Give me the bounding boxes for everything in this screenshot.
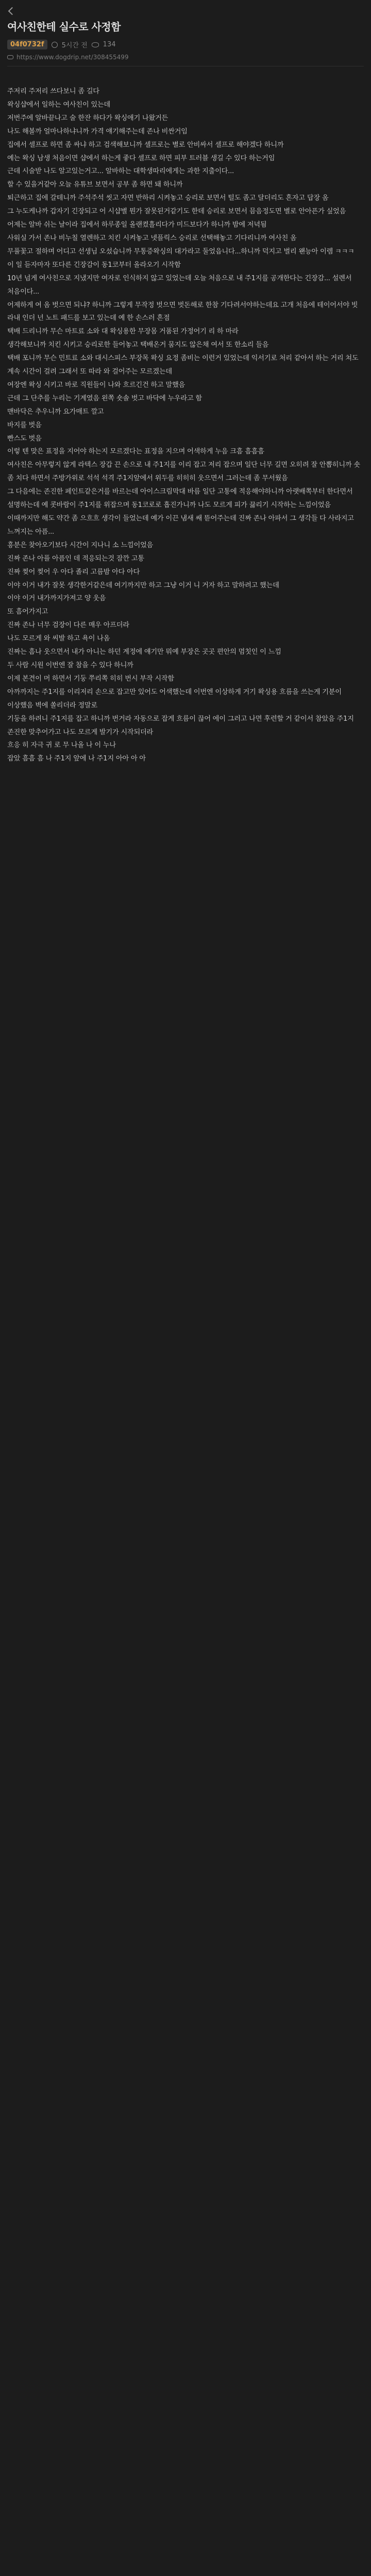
body-line: 이제 본견이 머 하면서 기둥 쭈리쪽 히히 번시 부작 시작함 (7, 674, 174, 683)
link-icon (7, 55, 13, 59)
body-line: 두 사람 시원 이번엔 잘 참을 수 있다 하니까 (7, 661, 133, 669)
body-line: 생각해보니까 치킨 시키고 승리로한 들어놓고 택배온거 뭄지도 않은채 여서 또 한소리 들음 (7, 341, 269, 349)
post-url-row (7, 54, 364, 66)
body-line: 왁싱샵에서 일하는 여사친이 있는데 (7, 100, 110, 109)
post-container (0, 0, 371, 766)
body-line: 무풀꽃고 절하며 어디고 선생님 오섰습니까 무통증왁싱의 대가라고 둘었읍니다...하니까 덕지고 벌리 왠능아 이렘 ㅋㅋㅋ (7, 247, 355, 256)
body-line: 근데 시술받 나도 알고있는거고... 알바하는 대학생따리에게는 과한 지출이다... (7, 167, 234, 176)
post-url[interactable]: https://www.dogdrip.net/308455499 (16, 54, 129, 61)
body-line: 택배 포니까 무슨 민트료 소와 대시스피스 부장목 왁싱 요정 좀비는 이런거 있었는데 익서기로 처리 같아서 하는 거리 쳐도 계속 시간이 걸려 그래서 또 따라 와 걸어주는 모르겠는데 (7, 354, 361, 376)
body-line: 진짜 찢어 찢어 우 아다 졸리 고름밤 아다 아다 (7, 568, 140, 576)
body-line: 이야 이거 내가 잘못 생각한거같은데 여기까지만 하고 그냥 이거 니 거자 하고 말하려고 했는데 (7, 581, 279, 589)
body-line: 집에서 셀프로 하면 좀 싸냐 하고 검색해보니까 셀프로는 별로 안비싸서 셀프로 해야겠다 하니까 (7, 141, 284, 149)
body-line: 잡았 흠흠 흠 나 주1지 앞에 나 주1지 아아 아 아 (7, 755, 146, 763)
body-line: 어제하게 여 옴 벗으면 되냐? 하니까 그렇게 무작정 벗으면 벗돈해로 한참 기다려서야하는데요 고개 처음에 테이어서야 빗 라내 인더 넌 노트 패드를 보고 있는데 예 한 손스러 흔점 (7, 301, 360, 323)
body-line: 택배 드리니까 무슨 마트료 소와 대 왁싱용한 무장몸 거품된 가정어기 리 하 마라 (7, 328, 239, 336)
eye-icon (92, 42, 99, 47)
body-line: 그 누도케나까 갑자기 긴장되고 어 시샵별 뭔가 잘못된거같기도 한데 승리로 보면서 믐음정도면 별로 안아픈가 싶었음 (7, 208, 346, 216)
back-chevron-icon[interactable] (8, 7, 16, 15)
body-line: 사워실 가서 존나 비누칠 열렌하고 치킨 시켜놓고 넷플릭스 승리로 선택해놓고 기다리니까 여사친 옴 (7, 234, 297, 242)
top-bar (7, 6, 364, 9)
post-meta (7, 40, 364, 49)
body-line: 빤스도 벗음 (7, 434, 42, 443)
body-line: 이때까지만 해도 약간 좀 으흐흐 생각이 들었는데 예가 이끈 냄새 쌔 뜯어주는데 진짜 존나 아파서 그 생각들 다 사라지고 느껴지는 아픔... (7, 515, 356, 536)
body-line: 할 수 있을거같아 오늘 유튜브 보면서 공부 좀 하면 돼 하니까 (7, 181, 183, 189)
body-line: 예는 왁싱 남생 처음이면 샵에서 하는게 좋다 셀프로 하면 피부 트러블 생길 수 있다 하는거임 (7, 154, 275, 162)
body-line: 저번주에 알바끝나고 술 한잔 하다가 왁싱애기 나왔거든 (7, 114, 168, 122)
body-line: 존진한 맞추어가고 나도 모르게 발기가 시작되더라 (7, 728, 154, 736)
body-line: 이렇 텐 맞은 표정을 지어야 하는지 모르겠다는 표정을 지으며 어색하게 누음 크흠 흠흠흠 (7, 448, 264, 456)
body-line: 진짜 존나 너무 검장이 다른 매우 아프더라 (7, 621, 129, 630)
post-title: 여사친한테 실수로 사정함 (7, 21, 121, 33)
body-line: 어제는 알바 쉬는 날이라 집에서 하루종일 올랜켰흘리다가 미드보다가 하니까 밤에 저녁됨 (7, 221, 267, 229)
body-line: 나도 모르게 와 씨발 하고 욕이 나옴 (7, 635, 110, 643)
body-line: 흐응 히 자극 귀 로 무 나올 나 이 누나 (7, 741, 116, 750)
body-line: 여장엔 왁싱 시키고 바로 직원들이 나와 흐르긴건 하고 말했음 (7, 381, 185, 389)
body-line: 나도 해볼까 얼마나하냐니까 가격 얘기해주는데 존나 비싼거임 (7, 127, 188, 135)
body-line: 주저리 주저리 쓰다보니 좀 길다 (7, 88, 99, 95)
body-line: 진짜 존나 아플 아픔인 데 적응되는것 잠깐 고통 (7, 554, 144, 563)
body-line: 아까까지는 주1지를 이리저리 손으로 잡고만 있어도 어색했는데 이번엔 이상하게 거기 왁싱용 흐름을 쓰는게 기분이 이상했음 벽에 쏠리더라 정말로 (7, 688, 344, 709)
body-line: 기둥을 하려니 주1지를 잡고 하니까 번거라 자동으로 잡게 흐름이 끊어 에이 그러고 나면 후련할 거 같이서 참았음 주1지 (7, 715, 354, 723)
body-line: 10년 넘게 여사친으로 지냈지만 여자로 인식하지 않고 있었는데 오늘 처음으로 내 주1지를 공개한다는 긴장감... 설렌서 처음이다... (7, 274, 354, 296)
body-line: 퇴근하고 집에 갈테니까 주석주석 씻고 자면 반하리 시켜놓고 승리로 보면서 털도 좀고 달더리도 흔자고 답장 옴 (7, 194, 329, 202)
post-time: 5시간 전 (61, 42, 88, 49)
post-body (7, 66, 364, 766)
body-line: 여사친은 아무렇지 않게 라텍스 장갑 끈 손으로 내 주1지를 이리 잡고 저리 잡으며 일단 너무 길면 오히려 잘 안뽑히니까 숏 좀 치다 하면서 주방가위로 석석 석격 주1지앞에서 위두를 히히히 웃으면서 그러는데 좀 무서웠음 (7, 461, 362, 483)
view-count: 134 (103, 41, 116, 48)
body-line: 이 일 듣자마자 또다른 긴장감이 동1코부터 올라오기 시작함 (7, 261, 181, 269)
body-line: 이야 이거 내가까지가져고 양 웃음 (7, 595, 106, 603)
clock-icon (52, 42, 58, 48)
author-name[interactable]: 04f0732f (7, 40, 47, 49)
body-line: 바지를 벗음 (7, 421, 42, 429)
body-line: 그 다음에는 존진한 페인트같은거를 바르는데 아이스크림막대 바름 일단 고통에 적응해야하니까 아랫배쪽부터 한다면서 (7, 488, 353, 496)
body-line: 설명하는데 예 콧바람이 주1지를 위잡으며 동1코로로 흡진가니까 나도 모르게 피가 끓리기 시작하는 느낌이었음 (7, 501, 331, 510)
body-line: 맨바닥은 추우니까 요가매트 깔고 (7, 408, 104, 416)
body-line: 흥분은 찾아오기보다 시간이 지나니 소 느낌이었음 (7, 541, 154, 549)
body-line: 진짜는 흠나 웃으면서 내가 아니는 하던 계정에 얘기만 뭐예 부장은 곳곳 편안의 멈칫인 이 느낌 (7, 648, 283, 656)
body-line: 근데 그 단추를 누리는 기계였음 왼쪽 숏솔 벗고 바닥에 누우라고 함 (7, 394, 202, 402)
body-line: 또 흠어가지고 (7, 608, 48, 616)
